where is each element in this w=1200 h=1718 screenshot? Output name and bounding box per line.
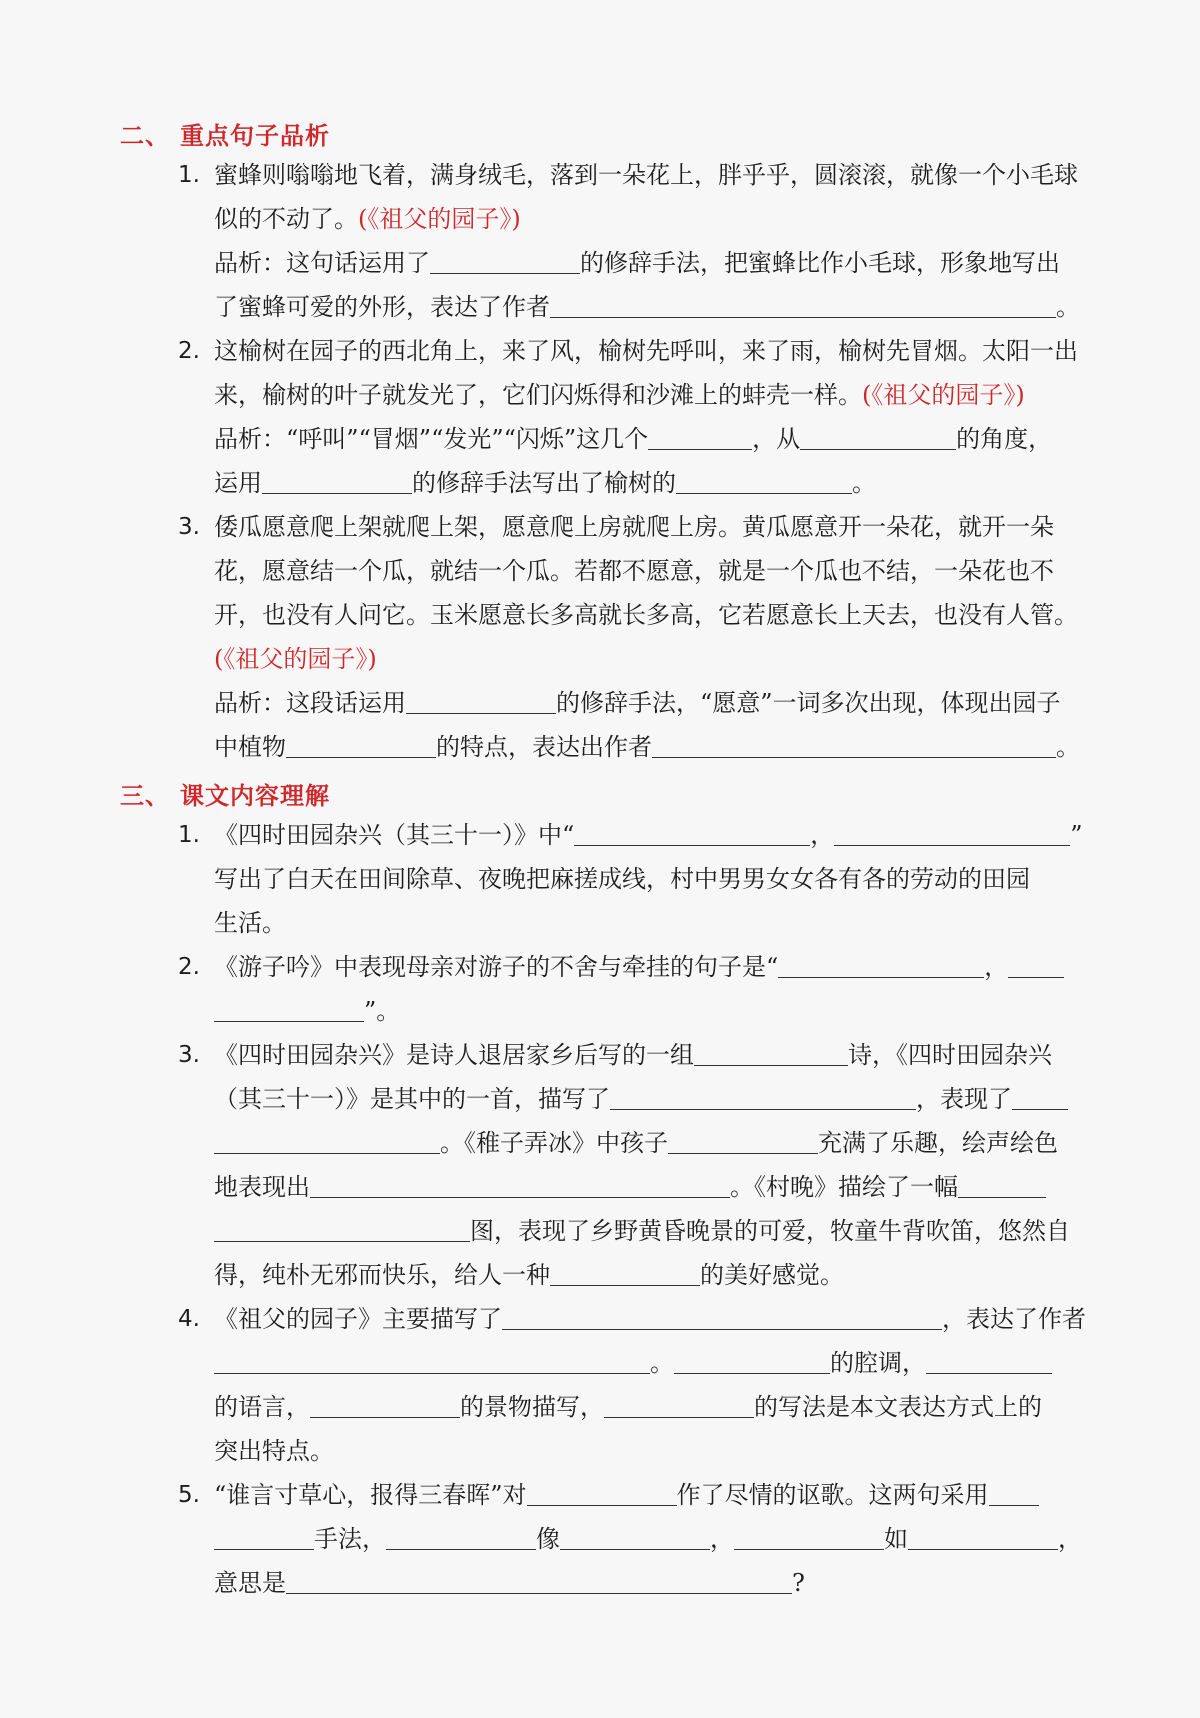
- question-text: “谁言寸草心，报得三春晖”对: [214, 1481, 527, 1509]
- question-text-line: 倭瓜愿意爬上架就爬上架，愿意爬上房就爬上房。黄瓜愿意开一朵花，就开一朵: [214, 513, 1054, 541]
- question-text: 的美好感觉。: [700, 1261, 844, 1289]
- question-line: [214, 1480, 1080, 1510]
- answer-blank[interactable]: [214, 1349, 650, 1374]
- answer-blank[interactable]: [668, 1129, 818, 1154]
- answer-blank[interactable]: [648, 425, 752, 450]
- question-text: 充满了乐趣，绘声绘色: [818, 1129, 1058, 1157]
- question-text: 的写法是本文表达方式上的: [754, 1393, 1042, 1421]
- answer-blank[interactable]: [214, 997, 364, 1022]
- answer-blank[interactable]: [502, 1305, 942, 1330]
- question-text-line: 生活。: [214, 909, 286, 937]
- question-line: [214, 1128, 1080, 1158]
- answer-blank[interactable]: [286, 1569, 792, 1594]
- question-text-line: 这榆树在园子的西北角上，来了风，榆树先呼叫，来了雨，榆树先冒烟。太阳一出: [214, 337, 1078, 365]
- question-text: ，表现了: [916, 1085, 1012, 1113]
- question-line: [214, 1524, 1080, 1554]
- question-text: 的腔调，: [830, 1349, 926, 1377]
- question-text: 诗，《四时田园杂兴: [848, 1041, 1052, 1069]
- answer-blank[interactable]: [694, 1041, 848, 1066]
- analysis-text: 的修辞手法，把蜜蜂比作小毛球，形象地写出: [580, 249, 1060, 277]
- answer-blank[interactable]: [958, 1173, 1046, 1198]
- question-number: 2.: [178, 338, 200, 364]
- analysis-line: [214, 468, 1080, 498]
- answer-blank[interactable]: [262, 469, 412, 494]
- question-text: 《祖父的园子》主要描写了: [214, 1305, 502, 1333]
- question-line: [214, 1040, 1080, 1070]
- analysis-line: [214, 688, 1080, 718]
- answer-blank[interactable]: [800, 425, 956, 450]
- answer-blank[interactable]: [286, 733, 436, 758]
- question-text: 意思是: [214, 1569, 286, 1597]
- answer-blank[interactable]: [604, 1393, 754, 1418]
- period: 。: [1056, 733, 1080, 761]
- source-citation: (《祖父的园子》): [862, 381, 1025, 409]
- question-text-line: 突出特点。: [214, 1437, 334, 1465]
- question-text: 《四时田园杂兴（其三十一）》中“: [214, 821, 575, 849]
- question-text-line: [214, 380, 1080, 410]
- answer-blank[interactable]: [386, 1525, 536, 1550]
- answer-blank[interactable]: [430, 249, 580, 274]
- answer-blank[interactable]: [1008, 953, 1064, 978]
- question-line: [214, 1216, 1080, 1246]
- analysis-text: 的修辞手法写出了榆树的: [412, 469, 676, 497]
- question-number: 1.: [178, 822, 200, 848]
- punctuation: ”。: [364, 997, 401, 1025]
- analysis-text: 品析：这段话运用: [214, 689, 406, 717]
- punctuation: ，: [810, 821, 835, 849]
- question-text: ，表达了作者: [942, 1305, 1086, 1333]
- punctuation: 。: [650, 1349, 674, 1377]
- answer-blank[interactable]: [908, 1525, 1058, 1550]
- question-text-line: 写出了白天在田间除草、夜晚把麻搓成线，村中男男女女各有各的劳动的田园: [214, 865, 1030, 893]
- analysis-text: 中植物: [214, 733, 286, 761]
- punctuation: ，: [984, 953, 1009, 981]
- source-citation: (《祖父的园子》): [358, 205, 521, 233]
- analysis-line: [214, 732, 1080, 762]
- answer-blank[interactable]: [926, 1349, 1052, 1374]
- source-citation: (《祖父的园子》): [214, 645, 377, 673]
- question-number: 3.: [178, 1042, 200, 1068]
- answer-blank[interactable]: [550, 1261, 700, 1286]
- answer-blank[interactable]: [214, 1129, 440, 1154]
- question-line: [214, 1172, 1080, 1202]
- question-text-line: 蜜蜂则嗡嗡地飞着，满身绒毛，落到一朵花上，胖乎乎，圆滚滚，就像一个小毛球: [214, 161, 1078, 189]
- question-number: 5.: [178, 1482, 200, 1508]
- section-3-title: 课文内容理解: [180, 781, 330, 810]
- question-text: 手法，: [314, 1525, 386, 1553]
- question-text-line: 开，也没有人问它。玉米愿意长多高就长多高，它若愿意长上天去，也没有人管。: [214, 601, 1078, 629]
- punctuation: ”: [1070, 821, 1083, 849]
- question-text: 作了尽情的讴歌。这两句采用: [676, 1481, 989, 1509]
- answer-blank[interactable]: [550, 293, 1056, 318]
- section-2-title: 重点句子品析: [180, 121, 330, 150]
- answer-blank[interactable]: [527, 1481, 677, 1506]
- question-text: 《四时田园杂兴》是诗人退居家乡后写的一组: [214, 1041, 694, 1069]
- question-text: 的语言，: [214, 1393, 310, 1421]
- question-text: 。《村晚》描绘了一幅: [730, 1173, 958, 1201]
- question-text: （其三十一）》是其中的一首，描写了: [214, 1085, 610, 1113]
- section-2-heading: [120, 116, 330, 151]
- question-text-line: [214, 204, 1080, 234]
- period: 。: [852, 469, 876, 497]
- question-line: [214, 1260, 1080, 1290]
- analysis-text: 的特点，表达出作者: [436, 733, 652, 761]
- answer-blank[interactable]: [989, 1481, 1039, 1506]
- answer-blank[interactable]: [652, 733, 1056, 758]
- answer-blank[interactable]: [310, 1173, 730, 1198]
- answer-blank[interactable]: [1012, 1085, 1068, 1110]
- answer-blank[interactable]: [574, 821, 810, 846]
- question-line: [214, 1084, 1080, 1114]
- answer-blank[interactable]: [214, 1525, 314, 1550]
- punctuation: ，: [1058, 1525, 1082, 1553]
- analysis-line: [214, 248, 1080, 278]
- answer-blank[interactable]: [310, 1393, 460, 1418]
- question-text: 像: [536, 1525, 560, 1553]
- question-line: [214, 1392, 1080, 1422]
- question-number: 2.: [178, 954, 200, 980]
- answer-blank[interactable]: [560, 1525, 710, 1550]
- question-number: 3.: [178, 514, 200, 540]
- question-text: 《游子吟》中表现母亲对游子的不舍与牵挂的句子是“: [214, 953, 779, 981]
- question-text: 如: [884, 1525, 908, 1553]
- question-line: [214, 1304, 1086, 1334]
- question-text: 似的不动了。: [214, 205, 358, 233]
- section-3-number: 三、: [120, 781, 170, 810]
- question-number: 1.: [178, 162, 200, 188]
- question-text: 。《稚子弄冰》中孩子: [440, 1129, 668, 1157]
- period: 。: [1056, 293, 1080, 321]
- question-text: 来，榆树的叶子就发光了，它们闪烁得和沙滩上的蚌壳一样。: [214, 381, 862, 409]
- question-text: 得，纯朴无邪而快乐，给人一种: [214, 1261, 550, 1289]
- question-text: 的景物描写，: [460, 1393, 604, 1421]
- analysis-text: 了蜜蜂可爱的外形，表达了作者: [214, 293, 550, 321]
- answer-blank[interactable]: [834, 821, 1070, 846]
- question-text: 地表现出: [214, 1173, 310, 1201]
- question-line: [214, 820, 1083, 850]
- analysis-line: [214, 424, 1080, 454]
- answer-blank[interactable]: [676, 469, 852, 494]
- analysis-text: ，从: [752, 425, 801, 453]
- punctuation: ，: [710, 1525, 734, 1553]
- analysis-text: 品析：这句话运用了: [214, 249, 430, 277]
- question-line: [214, 952, 1080, 982]
- answer-blank[interactable]: [610, 1085, 916, 1110]
- answer-blank[interactable]: [214, 1217, 470, 1242]
- analysis-text: 品析：“呼叫”“冒烟”“发光”“闪烁”这几个: [214, 425, 649, 453]
- question-line: [214, 1568, 1080, 1598]
- analysis-text: 的修辞手法，“愿意”一词多次出现，体现出园子: [556, 689, 1061, 717]
- punctuation: ?: [792, 1569, 805, 1597]
- question-number: 4.: [178, 1306, 200, 1332]
- question-text: 图，表现了乡野黄昏晚景的可爱，牧童牛背吹笛，悠然自: [470, 1217, 1070, 1245]
- question-line: [214, 996, 1080, 1026]
- question-line: [214, 1348, 1080, 1378]
- answer-blank[interactable]: [734, 1525, 884, 1550]
- section-2-number: 二、: [120, 121, 170, 150]
- section-3-heading: [120, 776, 330, 811]
- question-text-line: 花，愿意结一个瓜，就结一个瓜。若都不愿意，就是一个瓜也不结，一朵花也不: [214, 557, 1054, 585]
- analysis-text: 的角度，: [956, 425, 1053, 453]
- answer-blank[interactable]: [674, 1349, 830, 1374]
- answer-blank[interactable]: [778, 953, 984, 978]
- analysis-text: 运用: [214, 469, 262, 497]
- answer-blank[interactable]: [406, 689, 556, 714]
- analysis-line: [214, 292, 1080, 322]
